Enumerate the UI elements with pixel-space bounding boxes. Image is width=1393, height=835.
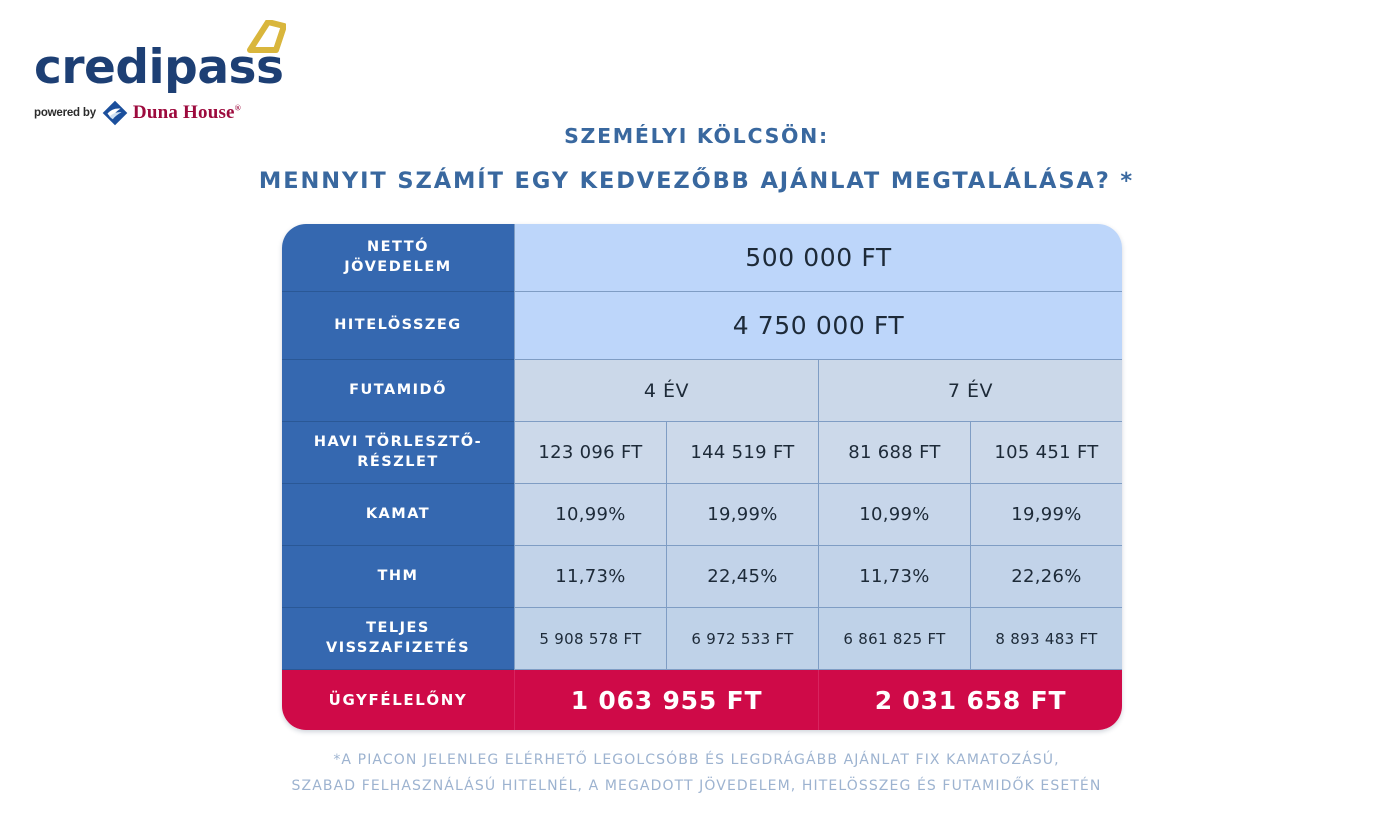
row-label-total-repayment xyxy=(282,608,514,670)
cell-loan-amount-value: 4 750 000 FT xyxy=(514,292,1122,360)
brand-logo xyxy=(34,30,294,125)
row-label-loan-amount: HITELÖSSZEG xyxy=(282,292,514,360)
duna-house-diamond-icon xyxy=(102,100,128,126)
cell-total-7y-priciest: 8 893 483 FT xyxy=(970,608,1122,670)
table-row-interest xyxy=(282,484,1122,546)
cell-interest-7y-priciest: 19,99% xyxy=(970,484,1122,546)
cell-term-4y: 4 ÉV xyxy=(514,360,818,422)
cell-benefit-7y: 2 031 658 FT xyxy=(818,670,1122,730)
cell-interest-7y-cheapest: 10,99% xyxy=(818,484,970,546)
powered-by-block xyxy=(34,102,294,124)
cell-total-7y-cheapest: 6 861 825 FT xyxy=(818,608,970,670)
cell-monthly-7y-priciest: 105 451 FT xyxy=(970,422,1122,484)
row-label-monthly-installment-line2: RÉSZLET xyxy=(357,453,439,470)
credipass-wordmark xyxy=(34,30,294,95)
page-title-line-2: MENNYIT SZÁMÍT EGY KEDVEZŐBB AJÁNLAT MEGTALÁLÁSA? * xyxy=(258,167,1135,194)
table-row-term xyxy=(282,360,1122,422)
footnote-line-1: *A PIACON JELENLEG ELÉRHETŐ LEGOLCSÓBB ÉS LEGDRÁGÁBB AJÁNLAT FIX KAMATOZÁSÚ, xyxy=(333,752,1060,768)
row-label-thm: THM xyxy=(282,546,514,608)
table-row-income xyxy=(282,224,1122,292)
cell-interest-4y-cheapest: 10,99% xyxy=(514,484,666,546)
row-label-income xyxy=(282,224,514,292)
cell-thm-4y-cheapest: 11,73% xyxy=(514,546,666,608)
cell-total-4y-priciest: 6 972 533 FT xyxy=(666,608,818,670)
cell-monthly-4y-priciest: 144 519 FT xyxy=(666,422,818,484)
row-label-term: FUTAMIDŐ xyxy=(282,360,514,422)
row-label-income-line1: NETTÓ xyxy=(367,238,429,255)
page-title-block xyxy=(0,126,1393,192)
duna-house-text: Duna House xyxy=(132,102,235,123)
footnote xyxy=(0,748,1393,800)
table-row-loan-amount xyxy=(282,292,1122,360)
row-label-total-repayment-line2: VISSZAFIZETÉS xyxy=(325,639,471,656)
table-row-monthly-installment xyxy=(282,422,1122,484)
row-label-customer-benefit: ÜGYFÉLELŐNY xyxy=(282,670,514,730)
cell-interest-4y-priciest: 19,99% xyxy=(666,484,818,546)
powered-by-label: powered by xyxy=(34,107,96,119)
table-row-thm xyxy=(282,546,1122,608)
cell-income-value: 500 000 FT xyxy=(514,224,1122,292)
cell-total-4y-cheapest: 5 908 578 FT xyxy=(514,608,666,670)
cell-benefit-4y: 1 063 955 FT xyxy=(514,670,818,730)
row-label-monthly-installment xyxy=(282,422,514,484)
page-title-line-1: SZEMÉLYI KÖLCSÖN: xyxy=(564,124,829,148)
row-label-income-line2: JÖVEDELEM xyxy=(344,258,452,275)
credipass-kite-icon xyxy=(240,20,286,66)
table-row-customer-benefit xyxy=(282,670,1122,730)
footnote-line-2: SZABAD FELHASZNÁLÁSÚ HITELNÉL, A MEGADOTT JÖVEDELEM, HITELÖSSZEG ÉS FUTAMIDŐK ESETÉN xyxy=(291,777,1102,794)
row-label-interest: KAMAT xyxy=(282,484,514,546)
cell-term-7y: 7 ÉV xyxy=(818,360,1122,422)
cell-monthly-7y-cheapest: 81 688 FT xyxy=(818,422,970,484)
cell-thm-7y-priciest: 22,26% xyxy=(970,546,1122,608)
table-row-total-repayment xyxy=(282,608,1122,670)
cell-thm-7y-cheapest: 11,73% xyxy=(818,546,970,608)
duna-house-wordmark xyxy=(133,102,241,124)
row-label-monthly-installment-line1: HAVI TÖRLESZTŐ- xyxy=(313,433,483,450)
comparison-table xyxy=(282,224,1122,730)
credipass-wordmark-text: credipass xyxy=(34,40,284,95)
row-label-total-repayment-line1: TELJES xyxy=(366,619,430,636)
cell-thm-4y-priciest: 22,45% xyxy=(666,546,818,608)
registered-mark: ® xyxy=(234,103,241,113)
cell-monthly-4y-cheapest: 123 096 FT xyxy=(514,422,666,484)
